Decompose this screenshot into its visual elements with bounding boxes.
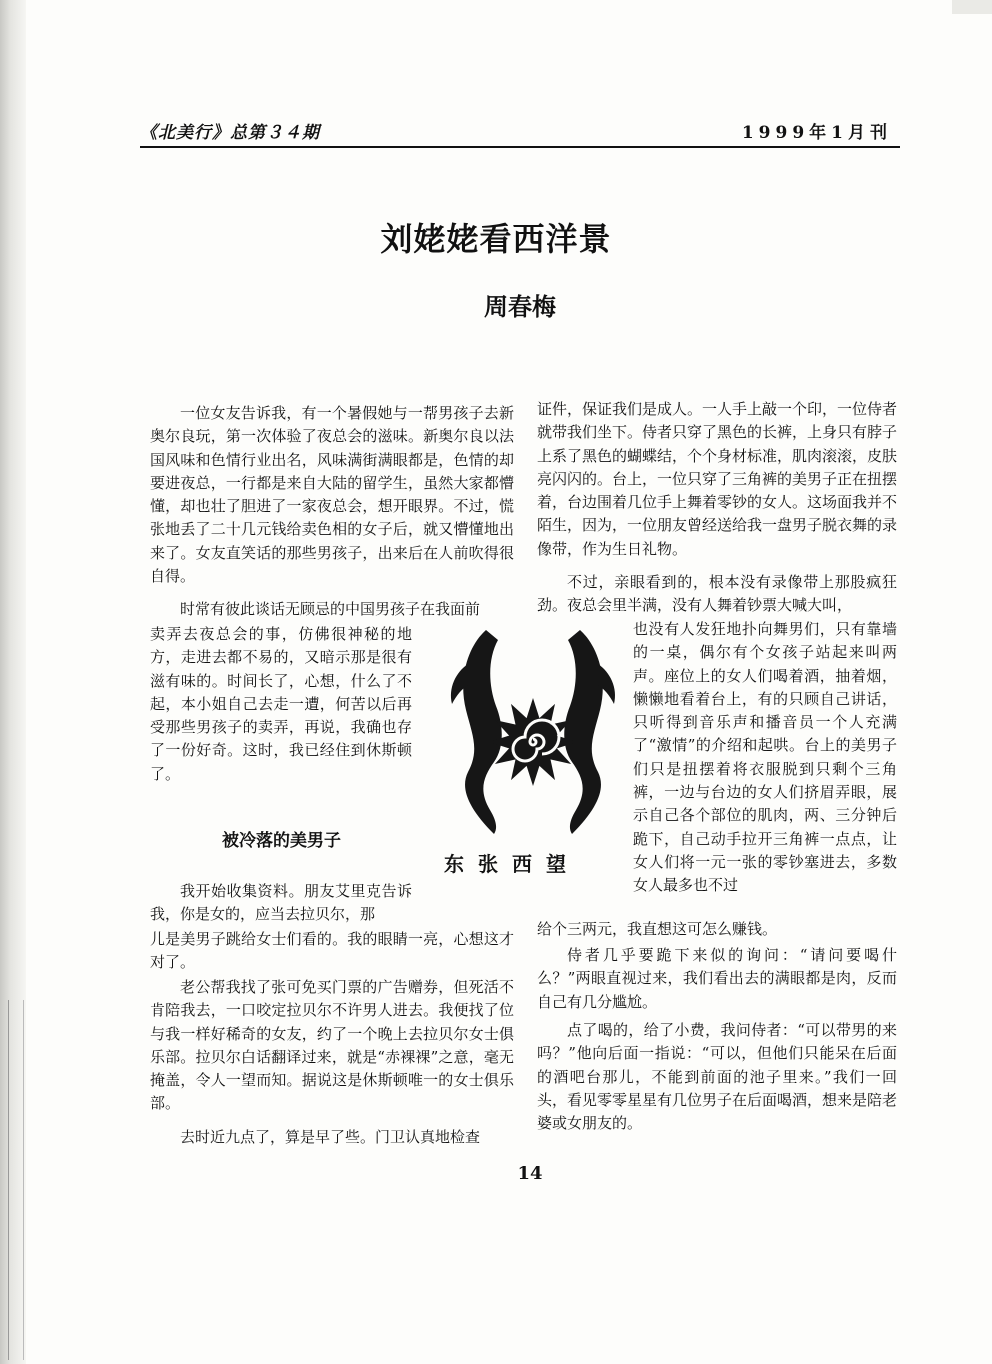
article-title: 刘姥姥看西洋景 xyxy=(380,220,612,258)
column-name-label: 东张西望 xyxy=(444,852,580,876)
paragraph-4: 老公帮我找了张可免买门票的广告赠券，但死活不肯陪我去，一口咬定拉贝尔不许男人进去。我便找了位与我一样好稀奇的女友，约了一个晚上去拉贝尔女士俱乐部。拉贝尔白话翻译过来，就是“赤裸裸”之意，毫无掩盖，令人一望而知。据说这是休斯顿唯一的女士俱乐部。 xyxy=(150,978,514,1113)
paragraph-7-end: 给个三两元，我直想这可怎么赚钱。 xyxy=(537,920,778,938)
paragraph-6: 证件，保证我们是成人。一人手上敲一个印，一位侍者就带我们坐下。侍者只穿了黑色的长裤，上身只有脖子上系了黑色的蝴蝶结，个个身材标准，肌肉滚滚，皮肤亮闪闪的。台上，一位只穿了三角裤的美男子正在扭摆着，台边围着几位手上舞着零钞的女人。这场面我并不陌生，因为，一位朋友曾经送给我一盘男子脱衣舞的录像带，作为生日礼物。 xyxy=(537,400,898,558)
page-binding-edge xyxy=(0,0,26,1364)
magazine-issue-header: 《北美行》总第３４期 xyxy=(140,123,320,143)
paragraph-2-start: 时常有彼此谈话无顾忌的中国男孩子在我面前 xyxy=(180,600,481,618)
section-subheading: 被冷落的美男子 xyxy=(222,831,341,851)
page-number: 14 xyxy=(517,1163,543,1184)
header-divider xyxy=(140,146,900,148)
paragraph-5: 去时近九点了，算是早了些。门卫认真地检查 xyxy=(180,1128,481,1146)
paragraph-8: 侍者几乎要跪下来似的询问：“请问要喝什么？”两眼直视过来，我们看出去的满眼都是肉，反而自己有几分尴尬。 xyxy=(537,946,897,1011)
column-emblem-icon xyxy=(438,622,628,840)
paragraph-3-wrap: 我开始收集资料。朋友艾里克告诉我，你是女的，应当去拉贝尔，那 xyxy=(150,882,412,924)
paragraph-7-wrap: 也没有人发狂地扑向舞男们，只有靠墙的一桌，偶尔有个女孩子站起来叫两声。座位上的女人们喝着酒，抽着烟，懒懒地看着台上，有的只顾自己讲话，只听得到音乐声和播音员一个人充满了“激情”的介绍和起哄。台上的美男子们只是扭摆着将衣服脱到只剩个三角裤，一边与台边的女人们挤眉弄眼，展示自己各个部位的肌肉，两、三分钟后跪下，自己动手拉开三角裤一点点，让女人们将一元一张的零钞塞进去，多数女人最多也不过 xyxy=(633,620,897,895)
paragraph-2-wrap: 卖弄去夜总会的事，仿佛很神秘的地方，走进去都不易的，又暗示那是很有滋有味的。时间长了，心想，什么了不起，本小姐自己去走一遭，何苦以后再受那些男孩子的卖弄，再说，我确也存了一份好奇。这时，我已经住到休斯顿了。 xyxy=(150,625,412,783)
paragraph-9: 点了喝的，给了小费，我问侍者：“可以带男的来吗？”他向后面一指说：“可以，但他们只能呆在后面的酒吧台那儿，不能到前面的池子里来。”我们一回头，看见零零星星有几位男子在后面喝酒，想来是陪老婆或女朋友的。 xyxy=(537,1021,898,1133)
article-author: 周春梅 xyxy=(484,292,556,321)
paragraph-7-start: 不过，亲眼看到的，根本没有录像带上那股疯狂劲。夜总会里半满，没有人舞着钞票大喊大叫， xyxy=(537,573,897,615)
page-corner xyxy=(952,0,992,14)
paragraph-1: 一位女友告诉我，有一个暑假她与一帮男孩子去新奥尔良玩，第一次体验了夜总会的滋味。新奥尔良以法国风味和色情行业出名，风味满街满眼都是，色情的却要进夜总，一行都是来自大陆的留学生，虽然大家都懵懂，却也壮了胆进了一家夜总会，想开眼界。不过，慌张地丢了二十几元钱给卖色相的女子后，就又懵懂地出来了。女友直笑话的那些男孩子，出来后在人前吹得很自得。 xyxy=(150,404,514,586)
paragraph-3-end: 儿是美男子跳给女士们看的。我的眼睛一亮，心想这才对了。 xyxy=(150,930,514,972)
issue-date-header: 1999年1月刊 xyxy=(741,123,892,143)
